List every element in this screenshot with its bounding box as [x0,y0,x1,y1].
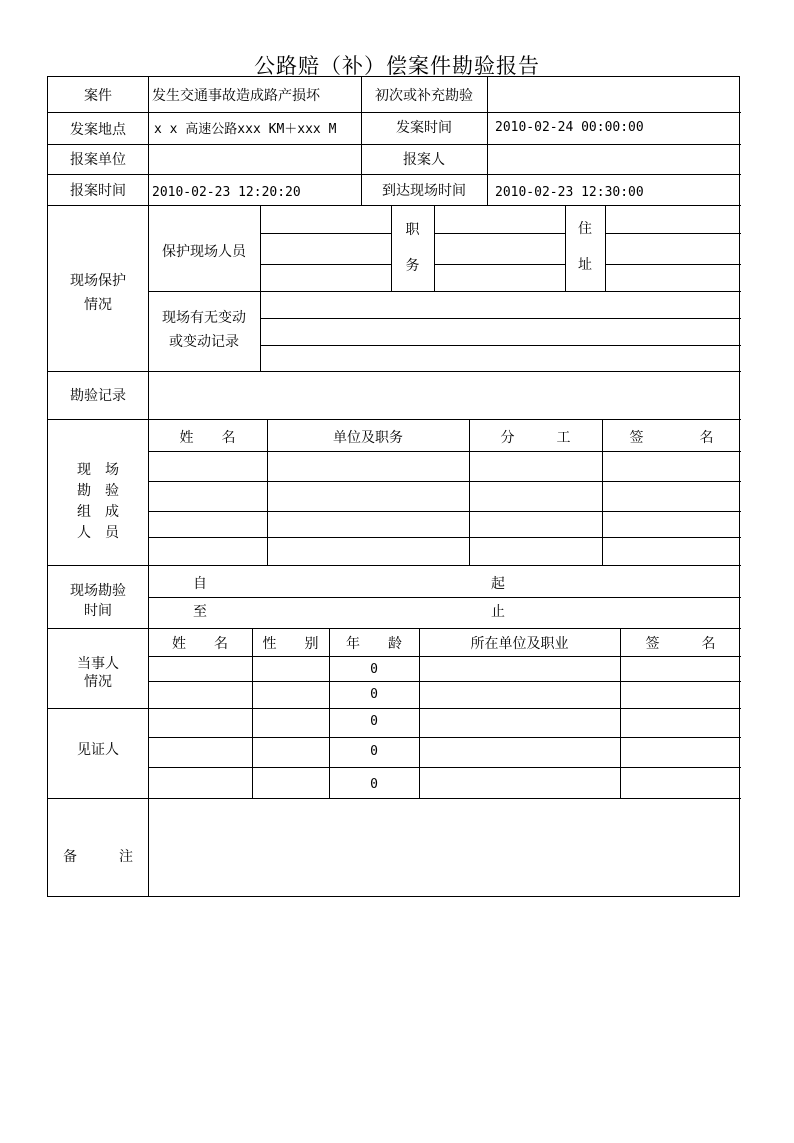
parties-header-name: 姓 名 [172,636,228,652]
remarks-label: 备 注 [63,849,133,865]
col-divider [620,628,621,798]
parties-header-signature: 签 名 [645,636,716,652]
reporter-label: 报案人 [403,152,445,168]
protector-label: 保护现场人员 [162,244,246,260]
cell-line [148,451,741,452]
arrival-time-value[interactable]: 2010-02-23 12:30:00 [495,185,644,200]
witnesses-label: 见证人 [77,742,119,758]
time-from-label: 自 [193,576,207,592]
team-header-name: 姓 名 [179,430,236,446]
col-divider [148,77,149,897]
team-header-signature: 签 名 [629,430,714,446]
row-divider [48,144,741,145]
location-value[interactable]: x x 高速公路xxx KM＋xxx M [154,122,337,137]
cell-line [260,345,741,346]
cell-line [434,264,565,265]
col-divider [605,205,606,291]
cell-line [434,233,565,234]
position-label-2: 务 [405,258,420,274]
col-divider [329,628,330,798]
parties-label-2: 情况 [84,674,112,690]
col-divider [252,628,253,798]
col-divider [391,205,392,291]
cell-line [260,233,391,234]
cell-line [148,656,741,657]
cell-line [148,737,741,738]
parties-header-unit: 所在单位及职业 [470,636,569,652]
team-label: 人 员 [77,525,119,541]
team-header-unit: 单位及职务 [333,430,403,446]
scene-change-label-2: 或变动记录 [169,334,239,350]
row-divider [48,205,741,206]
inspection-time-label-2: 时间 [84,603,112,619]
col-divider [260,205,261,371]
incident-time-value[interactable]: 2010-02-24 00:00:00 [495,120,644,135]
row-divider [48,174,741,175]
report-time-label: 报案时间 [70,183,126,199]
arrival-time-label: 到达现场时间 [382,183,466,199]
inspection-record-label: 勘验记录 [70,388,126,404]
case-label: 案件 [84,88,112,104]
scene-protection-label: 现场保护 [70,273,126,289]
witness-age[interactable]: 0 [370,744,378,759]
address-label: 住 [578,221,592,237]
inspection-type-label: 初次或补充勘验 [375,88,473,104]
cell-line [148,511,741,512]
team-label: 现 场 [77,462,119,478]
cell-line [148,681,741,682]
case-value[interactable]: 发生交通事故造成路产损坏 [152,88,320,104]
time-start-label: 起 [491,576,505,592]
row-divider [48,112,741,113]
party-age[interactable]: 0 [370,687,378,702]
cell-line [605,264,741,265]
time-end-label: 止 [491,604,505,620]
party-age[interactable]: 0 [370,662,378,677]
inspection-time-label: 现场勘验 [70,583,126,599]
parties-label: 当事人 [77,656,119,672]
witness-age[interactable]: 0 [370,714,378,729]
col-divider [565,205,566,291]
report-form [47,76,740,897]
team-header-duty: 分 工 [500,430,571,446]
team-label: 组 成 [77,504,119,520]
col-divider [487,77,488,205]
cell-line [605,233,741,234]
witness-age[interactable]: 0 [370,777,378,792]
parties-header-gender: 性 别 [262,636,319,652]
incident-time-label: 发案时间 [396,120,452,136]
time-to-label: 至 [193,604,207,620]
row-divider [48,628,741,629]
position-label: 职 [405,222,420,238]
col-divider [419,628,420,798]
row-divider [48,419,741,420]
address-label-2: 址 [578,257,592,273]
cell-line [148,291,741,292]
row-divider [48,371,741,372]
row-divider [48,708,741,709]
reporting-unit-label: 报案单位 [70,152,126,168]
cell-line [260,318,741,319]
scene-change-label: 现场有无变动 [162,310,246,326]
location-label: 发案地点 [70,122,126,138]
cell-line [148,767,741,768]
page-title: 公路赔（补）偿案件勘验报告 [254,54,540,78]
row-divider [48,798,741,799]
col-divider [434,205,435,291]
report-time-value[interactable]: 2010-02-23 12:20:20 [152,185,301,200]
cell-line [148,537,741,538]
team-label: 勘 验 [77,483,119,499]
row-divider [48,565,741,566]
cell-line [260,264,391,265]
cell-line [148,597,741,598]
cell-line [148,481,741,482]
scene-protection-label-2: 情况 [84,297,112,313]
parties-header-age: 年 龄 [346,636,402,652]
